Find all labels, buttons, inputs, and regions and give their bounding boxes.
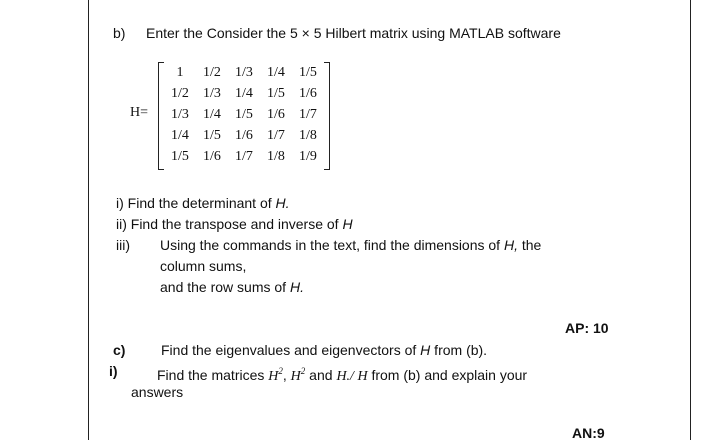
matrix-cell: 1/3	[203, 86, 221, 101]
right-bracket	[324, 62, 330, 170]
question-text: Using the commands in the text, find the dimensions of	[160, 237, 504, 253]
comma: ,	[282, 367, 287, 383]
matrix-var: H.	[289, 279, 304, 295]
exponent: 2	[300, 366, 306, 376]
matrix-name: H=	[130, 105, 149, 120]
matrix-row	[164, 85, 324, 103]
right-page-rule	[690, 0, 691, 440]
part-b-label: b)	[113, 25, 126, 41]
matrix-var: H	[268, 369, 279, 384]
matrix-cell: 1/4	[203, 107, 221, 122]
matrix-cell: 1/6	[299, 86, 317, 101]
matrix-row	[164, 148, 324, 166]
an-mark: AN:9	[572, 425, 605, 441]
part-c-sublabel: i)	[109, 363, 118, 379]
matrix-cell: 1/4	[267, 65, 285, 80]
part-c-line3: answers	[131, 384, 184, 400]
matrix-cell: 1/8	[267, 149, 285, 164]
question-b-i	[116, 194, 290, 212]
part-c-line1	[161, 341, 487, 359]
matrix-cell: 1/6	[235, 128, 253, 143]
matrix-var: H	[290, 369, 301, 384]
matrix-cell: 1/8	[299, 128, 317, 143]
question-text: and	[305, 367, 337, 383]
question-text: and the row sums of	[160, 279, 290, 295]
matrix-cell: 1/5	[171, 149, 189, 164]
question-text: Find the eigenvalues and eigenvectors of	[161, 342, 421, 358]
question-text: from (b).	[430, 342, 488, 358]
matrix-cell: 1/7	[235, 149, 253, 164]
question-b-iii-line2: column sums,	[160, 258, 247, 274]
question-b-iii-label: iii)	[116, 237, 130, 253]
matrix-cell: 1/5	[267, 86, 285, 101]
matrix-row	[164, 106, 324, 124]
matrix-cell: 1/4	[235, 86, 253, 101]
question-text: the	[517, 237, 542, 253]
matrix-var: H	[342, 216, 353, 232]
part-c-label: c)	[113, 342, 126, 358]
matrix-cell: 1/5	[235, 107, 253, 122]
left-page-rule	[88, 0, 89, 440]
question-b-iii-line3	[160, 278, 304, 296]
matrix-cell: 1/2	[171, 86, 189, 101]
question-text: Find the matrices	[157, 367, 269, 383]
hilbert-matrix	[158, 62, 330, 170]
matrix-cell: 1/3	[235, 65, 253, 80]
ap-mark: AP: 10	[565, 320, 609, 336]
matrix-var: H,	[503, 237, 518, 253]
question-b-iii-line1	[160, 236, 541, 254]
part-c-line2	[157, 362, 527, 386]
matrix-h-squared	[268, 366, 283, 384]
question-text: ii) Find the transpose and inverse of	[116, 216, 343, 232]
matrix-cell: 1/5	[203, 128, 221, 143]
matrix-row	[164, 64, 324, 82]
exponent: 2	[278, 366, 283, 376]
question-b-ii	[116, 215, 353, 233]
matrix-row	[164, 127, 324, 145]
matrix-cell: 1/3	[171, 107, 189, 122]
matrix-cell: 1	[176, 65, 184, 80]
matrix-cell: 1/5	[299, 65, 317, 80]
question-text: i) Find the determinant of	[116, 195, 276, 211]
matrix-cell: 1/7	[299, 107, 317, 122]
matrix-h-divide: H./ H	[336, 369, 368, 384]
matrix-cell: 1/2	[203, 65, 221, 80]
matrix-cell: 1/6	[267, 107, 285, 122]
matrix-cell: 1/7	[267, 128, 285, 143]
part-b-heading: Enter the Consider the 5 × 5 Hilbert matrix using MATLAB software	[146, 25, 561, 41]
matrix-h-power	[290, 366, 306, 384]
question-text: from (b) and explain your	[367, 367, 528, 383]
matrix-var: H	[420, 342, 431, 358]
matrix-cell: 1/9	[299, 149, 317, 164]
matrix-var: H.	[275, 195, 290, 211]
matrix-cell: 1/6	[203, 149, 221, 164]
matrix-cell: 1/4	[171, 128, 189, 143]
